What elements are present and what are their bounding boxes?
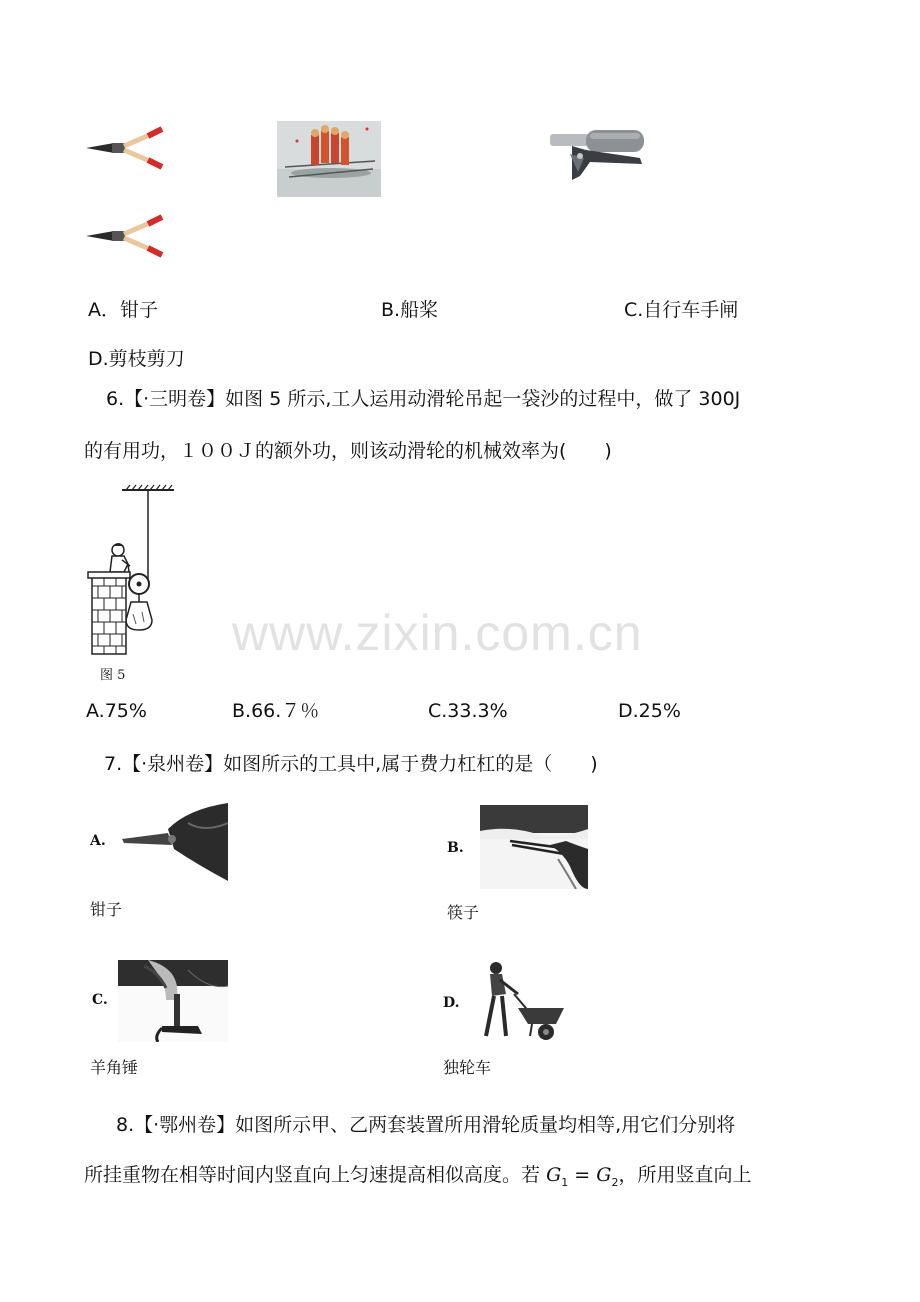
q6-stem-line1: 6.【·三明卷】如图 5 所示,工人运用动滑轮吊起一袋沙的过程中，做了 300J	[106, 388, 741, 410]
pulley-figure	[86, 484, 182, 670]
figure-5-label: 图 5	[100, 668, 126, 683]
q8-line2-text: 所挂重物在相等时间内竖直向上匀速提高相似高度。若	[84, 1164, 541, 1186]
claw-hammer-image	[118, 960, 228, 1042]
q6-option-d: D.25%	[618, 700, 681, 722]
pruning-shears-image-d	[84, 210, 166, 258]
q6-option-c: C.33.3%	[428, 700, 508, 722]
q7-stem: 7.【·泉州卷】如图所示的工具中,属于费力杠杠的是（ )	[104, 753, 598, 775]
q5-option-c: C.自行车手闸	[624, 299, 739, 321]
g1-subscript: 1	[561, 1175, 569, 1189]
q7-caption-a: 钳子	[90, 900, 123, 919]
q7-letter-c: C.	[92, 992, 108, 1008]
watermark: www.zixin.com.cn	[232, 605, 643, 661]
q8-stem-line2	[84, 1166, 751, 1188]
rowing-boat-image	[277, 121, 381, 197]
q5-option-d: D.剪枝剪刀	[88, 348, 185, 370]
g1-symbol: G	[546, 1164, 562, 1186]
pliers-image	[118, 803, 228, 881]
g2-subscript: 2	[611, 1175, 619, 1189]
g2-symbol: G	[596, 1164, 612, 1186]
pruning-shears-image-a	[84, 124, 166, 172]
chopsticks-image	[480, 805, 588, 889]
q6-option-b: B.66.７％	[232, 700, 320, 722]
q7-caption-c: 羊角锤	[90, 1058, 139, 1077]
q8-stem-line1: 8.【·鄂州卷】如图所示甲、乙两套装置所用滑轮质量均相等,用它们分别将	[116, 1114, 736, 1136]
equals-sign: =	[568, 1164, 597, 1186]
bicycle-brake-image	[550, 128, 648, 188]
wheelbarrow-image	[476, 960, 568, 1044]
q7-letter-d: D.	[443, 995, 460, 1011]
q8-line2-tail: ，所用竖直向上	[618, 1164, 752, 1186]
q7-caption-b: 筷子	[447, 903, 480, 922]
q7-letter-a: A.	[90, 833, 106, 849]
q7-letter-b: B.	[447, 840, 464, 856]
q5-option-a: A．钳子	[88, 299, 158, 321]
q6-stem-line2: 的有用功，１００Ｊ的额外功，则该动滑轮的机械效率为( )	[84, 440, 612, 462]
q5-option-b: B.船桨	[381, 299, 439, 321]
q6-option-a: A.75%	[86, 700, 147, 722]
q7-caption-d: 独轮车	[443, 1058, 492, 1077]
